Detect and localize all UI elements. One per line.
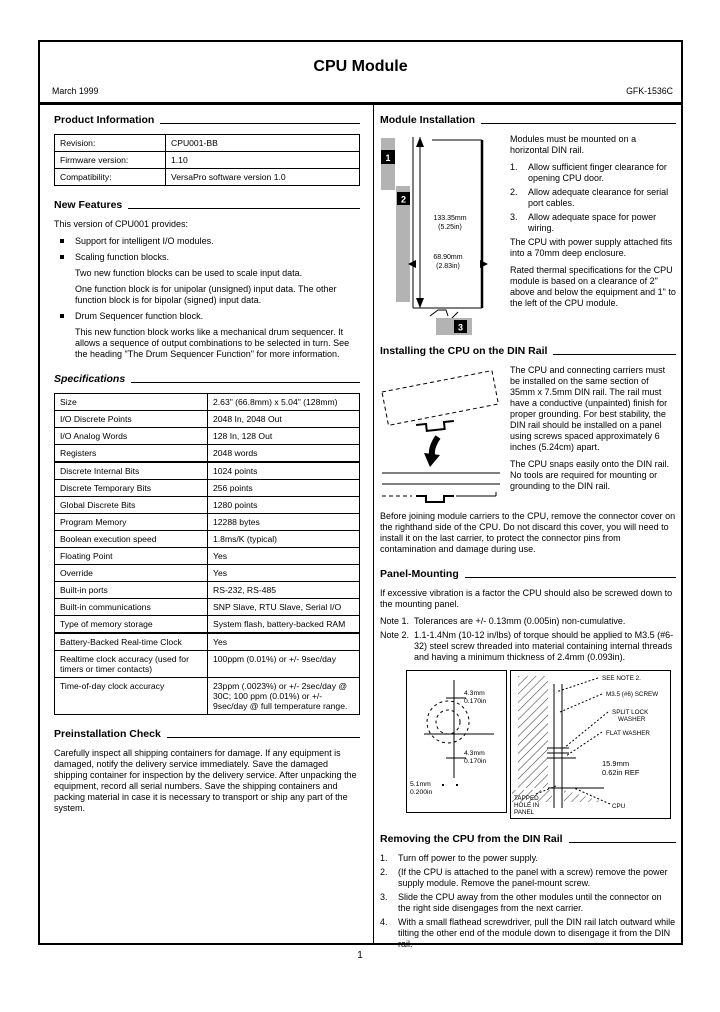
hole-dim-mid: 4.3mm — [464, 750, 485, 757]
module-installation-para2: Rated thermal specifications for the CPU module is based on a clearance of 2" above and below the equipment and 1" to the left of the CPU module. — [510, 265, 676, 308]
width-dimension-in: (2.83in) — [436, 263, 460, 270]
list-item: 2. Allow adequate clearance for serial port cables. — [510, 187, 669, 208]
specifications-table — [54, 393, 360, 715]
module-installation-para1: The CPU with power supply attached fits into a 70mm deep enclosure. — [510, 237, 673, 258]
list-item: 3. Slide the CPU away from the other modules until the connector on the right side disengages from the next carrier. — [380, 892, 662, 913]
label-tapped-hole: TAPPED — [514, 795, 539, 802]
label-screw: M3.5 (#6) SCREW — [606, 691, 659, 698]
hole-dim-mid-in: 0.170in — [464, 758, 487, 765]
list-item: 1. Turn off power to the power supply. — [380, 853, 538, 863]
rail-clip-profile — [416, 421, 455, 432]
panel-mounting-figure — [406, 670, 676, 822]
table-row: Program Memory 12288 bytes — [55, 514, 360, 531]
doc-number: GFK-1536C — [626, 86, 673, 96]
table-row: Size 2.63" (66.8mm) x 5.04" (128mm) — [55, 394, 360, 411]
label-tapped-hole-3: PANEL — [514, 809, 535, 816]
feature-detail: One function block is for unipolar (unsigned) input data. The other function block is for bipolar (signed) input data. — [75, 284, 337, 305]
new-features-intro: This version of CPU001 provides: — [54, 219, 189, 229]
list-item: 3. Allow adequate space for power wiring. — [510, 212, 657, 233]
note-2: Note 2. 1.1-1.4Nm (10-12 in/lbs) of torque should be applied to M3.5 (#6-32) steel screw threaded into material containing internal threads and having a minimum thickness of 2.4mm (0.093in). — [380, 630, 674, 662]
list-item: Scaling function blocks. — [54, 252, 360, 263]
table-row: Battery-Backed Real-time Clock Yes — [55, 633, 360, 651]
list-item: 1. Allow sufficient finger clearance for opening CPU door. — [510, 162, 667, 183]
module-installation-section — [380, 134, 676, 339]
label-cpu: CPU — [612, 803, 626, 810]
din-rail-install-text — [510, 365, 676, 505]
preinstallation-body: Carefully inspect all shipping containers for damage. If any equipment is damaged, notify the delivery service immediately. Save the damaged shipping container for inspection by the delivery service. After unpacking the equipment, record all serial numbers. Save the shipping containers and packing material in case it is necessary to transport or ship any part of the system. — [54, 748, 357, 813]
table-row: Discrete Internal Bits 1024 points — [55, 462, 360, 480]
screw-drawing — [547, 684, 604, 808]
list-item: Support for intelligent I/O modules. — [54, 236, 360, 247]
note-1: Note 1. Tolerances are +/- 0.13mm (0.005in) non-cumulative. — [380, 616, 626, 626]
callout-2-label: 2 — [400, 194, 407, 205]
hole-dim-left-in: 0.200in — [410, 789, 433, 796]
table-row: I/O Analog Words 128 In, 128 Out — [55, 428, 360, 445]
header-rule — [40, 102, 681, 105]
table-row: Floating Point Yes — [55, 548, 360, 565]
list-item: 2. (If the CPU is attached to the panel with a screw) remove the power supply module. Remove the panel-mount screw. — [380, 867, 668, 888]
label-flat-washer: FLAT WASHER — [606, 730, 650, 737]
module-installation-intro: Modules must be mounted on a horizontal DIN rail. — [510, 134, 637, 155]
table-row: Built-in communications SNP Slave, RTU Slave, Serial I/O — [55, 599, 360, 616]
label-split-washer-2: WASHER — [618, 716, 646, 723]
label-ref-dim: 15.9mm — [602, 759, 630, 768]
label-split-washer: SPLIT LOCK — [612, 709, 649, 716]
product-info-heading: Product Information — [54, 114, 360, 126]
hole-dim-top-in: 0.170in — [464, 698, 487, 705]
din-rail-mounting-figure — [380, 365, 502, 505]
page-number: 1 — [357, 950, 363, 961]
callout-3-label: 3 — [457, 322, 464, 333]
header-meta — [52, 86, 673, 96]
table-row: I/O Discrete Points 2048 In, 2048 Out — [55, 411, 360, 428]
column-divider — [373, 105, 374, 943]
table-row: Global Discrete Bits 1280 points — [55, 497, 360, 514]
module-installation-text — [510, 134, 676, 339]
height-dimension: 133.35mm — [433, 215, 467, 222]
document-page — [38, 40, 683, 949]
table-row: Override Yes — [55, 565, 360, 582]
product-info-table — [54, 134, 360, 186]
table-row: Built-in ports RS-232, RS-485 — [55, 582, 360, 599]
table-row: Time-of-day clock accuracy 23ppm (.0023%) or +/- 2sec/day @ 30C; 100 ppm (0.01%) or +/- 9sec/day @ full temperature range. — [55, 678, 360, 715]
din-rail-para2: The CPU snaps easily onto the DIN rail. No tools are required for mounting or grounding to the DIN rail. — [510, 459, 670, 491]
panel-mounting-heading: Panel-Mounting — [380, 568, 676, 580]
feature-detail: Two new function blocks can be used to scale input data. — [75, 268, 303, 278]
list-item: Drum Sequencer function block. — [54, 311, 360, 322]
callout-1-label: 1 — [385, 153, 391, 163]
din-rail-install-heading: Installing the CPU on the DIN Rail — [380, 345, 676, 357]
table-row: Boolean execution speed 1.8ms/K (typical) — [55, 531, 360, 548]
label-see-note: SEE NOTE 2. — [602, 675, 641, 682]
panel-mounting-para1: If excessive vibration is a factor the CPU should also be screwed down to the mounting panel. — [380, 588, 673, 609]
bullet-icon — [60, 239, 64, 243]
label-ref-dim-2: 0.62in REF — [602, 768, 640, 777]
page-title: CPU Module — [313, 58, 408, 75]
tilted-module — [382, 371, 498, 426]
down-arrow-icon — [432, 437, 438, 455]
din-rail-lines — [382, 473, 500, 502]
table-row: Firmware version: 1.10 — [55, 152, 360, 169]
feature-detail: This new function block works like a mechanical drum sequencer. It allows a sequence of output combinations to be selected in turn. See the heading "The Drum Sequencer Function" for more information. — [75, 327, 350, 359]
table-row: Realtime clock accuracy (used for timers or timer contacts) 100ppm (0.01%) or +/- 9sec/day — [55, 651, 360, 678]
cpu-wall-hatch — [518, 676, 548, 788]
module-outline — [413, 137, 482, 308]
hole-dim-top: 4.3mm — [464, 690, 485, 697]
module-dimensions-figure — [380, 134, 502, 339]
list-item: 4. With a small flathead screwdriver, pull the DIN rail latch outward while tilting the other end of the module down to disengage it from the DIN rail. — [380, 917, 676, 949]
din-rail-para3: Before joining module carriers to the CPU, remove the connector cover on the righthand side of the CPU. Do not discard this cover, you will need to install it on the last carrier, to protect the connector pins from contamination and damage during use. — [380, 511, 676, 554]
doc-date: March 1999 — [52, 86, 99, 96]
table-row: Revision: CPU001-BB — [55, 135, 360, 152]
removing-heading: Removing the CPU from the DIN Rail — [380, 833, 676, 845]
label-tapped-hole-2: HOLE IN — [514, 802, 540, 809]
bullet-icon — [60, 255, 64, 259]
specifications-heading: Specifications — [54, 373, 360, 385]
bullet-icon — [60, 314, 64, 318]
table-row: Type of memory storage System flash, battery-backed RAM — [55, 616, 360, 634]
hole-dim-left: 5.1mm — [410, 781, 431, 788]
height-dimension-in: (5.25in) — [438, 224, 462, 231]
right-column — [380, 114, 676, 953]
table-row: Compatibility: VersaPro software version 1.0 — [55, 169, 360, 186]
width-dimension: 68.90mm — [433, 254, 463, 261]
din-rail-install-section — [380, 365, 676, 505]
preinstallation-heading: Preinstallation Check — [54, 728, 360, 740]
table-row: Discrete Temporary Bits 256 points — [55, 480, 360, 497]
din-rail-para1: The CPU and connecting carriers must be installed on the same section of 35mm x 7.5mm DIN rail. The rail must have a conductive (unpainted) finish for proper grounding. For best stability, the DIN rail should be installed on a panel using screws spaced approximately 6 inches (5.24cm) apart. — [510, 365, 668, 452]
left-column — [54, 114, 360, 820]
table-row: Registers 2048 words — [55, 445, 360, 463]
module-installation-heading: Module Installation — [380, 114, 676, 126]
new-features-heading: New Features — [54, 199, 360, 211]
